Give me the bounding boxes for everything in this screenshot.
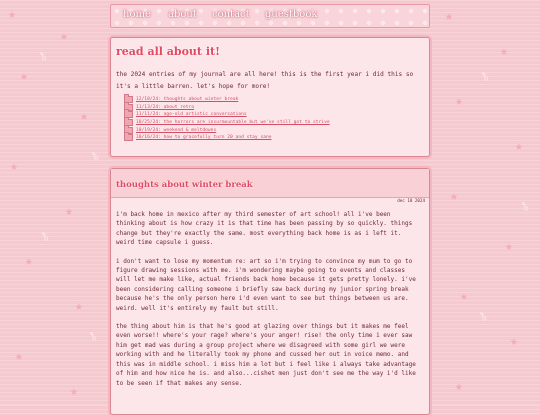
journal-index-title: read all about it! (116, 45, 220, 58)
journal-post-panel (110, 168, 430, 415)
list-item (124, 119, 330, 127)
star-icon: ★ (15, 349, 23, 364)
star-icon: ★ (75, 299, 83, 314)
star-icon: ★ (505, 239, 513, 254)
post-header (111, 169, 429, 198)
star-icon: ★ (500, 44, 508, 59)
star-icon: ★ (455, 94, 463, 109)
nav-link-guestbook[interactable]: guestbook (265, 9, 318, 20)
star-icon: ★ (445, 9, 453, 24)
entry-link[interactable]: 11/13/24: about retro (136, 104, 195, 110)
entry-link[interactable]: 12/18/24: thoughts about winter break (136, 97, 239, 103)
top-nav (110, 4, 430, 28)
star-icon: ★ (70, 384, 78, 399)
star-icon: ★ (8, 7, 16, 22)
post-paragraph: i'm back home in mexico after my third semester of art school! all i've been thinking about is how crazy it is that time has been passing by so quickly. things change but they're exactly the same. most everything back home is as i left it. weird time capsule i guess. (116, 211, 413, 247)
post-paragraph: i don't want to lose my momentum re: art so i'm trying to convince my mum to go to figure drawing sessions with me. i'm wondering maybe going to events and classes will let me make like, actual friends back home because it gets pretty lonely. i've been considering calling someone i briefly saw back during my junior spring break because he's the only person here i'd even want to see but things between us are. weird. well it's entirely my fault but still. (116, 257, 416, 312)
nav-link-contact[interactable]: contact (212, 9, 250, 20)
star-icon: ★ (20, 69, 28, 84)
star-icon: ★ (10, 159, 18, 174)
journal-intro-text: the 2024 entries of my journal are all here! this is the first year i did this so it's a little barren. let's hope for more! (116, 71, 414, 90)
star-icon: ★ (455, 379, 463, 394)
key-icon: ⚷ (86, 147, 103, 165)
star-icon: ★ (80, 109, 88, 124)
nav-link-home[interactable]: home (123, 9, 151, 20)
star-icon: ★ (25, 254, 33, 269)
star-icon: ★ (515, 139, 523, 154)
key-icon: ⚷ (516, 197, 533, 215)
entry-link[interactable]: 10/19/24: weekend & meltdowns (136, 127, 217, 133)
key-icon: ⚷ (34, 47, 51, 65)
list-item (124, 96, 330, 104)
list-item (124, 126, 330, 134)
folder-icon (124, 134, 133, 141)
list-item (124, 104, 330, 112)
nav-link-about[interactable]: about (168, 9, 197, 20)
key-icon: ⚷ (476, 67, 493, 85)
list-item (124, 111, 330, 119)
key-icon: ⚷ (36, 227, 53, 245)
star-icon: ★ (65, 204, 73, 219)
star-icon: ★ (60, 29, 68, 44)
entry-link[interactable]: 10/25/24: the horrors are insurmountable but we've still got to strive (136, 120, 330, 126)
star-icon: ★ (460, 289, 468, 304)
star-icon: ★ (510, 334, 518, 349)
post-date: dec 18 2024 (397, 198, 425, 203)
post-body (116, 210, 420, 397)
entry-link[interactable]: 11/11/24: age-old artistic conversations (136, 112, 247, 118)
post-title: thoughts about winter break (116, 180, 253, 190)
key-icon: ⚷ (474, 307, 491, 325)
journal-index-panel (110, 37, 430, 157)
key-icon: ⚷ (84, 327, 101, 345)
star-icon: ★ (450, 189, 458, 204)
post-paragraph: the thing about him is that he's good at glazing over things but it makes me feel even worse!! where's your rage? where's your anger! rise! the only time i ever saw him get mad was during a group project where we disagreed with some girl we were working with and he literally took my phone and cussed her out in voice memo. and this was in middle school. i miss him a lot but i feel like i always take advantage of him and how nice he is. and also...cishet men just don't see me the way i'd like to be seen if that makes any sense. (116, 323, 416, 387)
list-item (124, 134, 330, 142)
entry-link[interactable]: 10/16/24: how to gracefully turn 20 and stay sane (136, 135, 272, 141)
entry-list (124, 96, 330, 142)
